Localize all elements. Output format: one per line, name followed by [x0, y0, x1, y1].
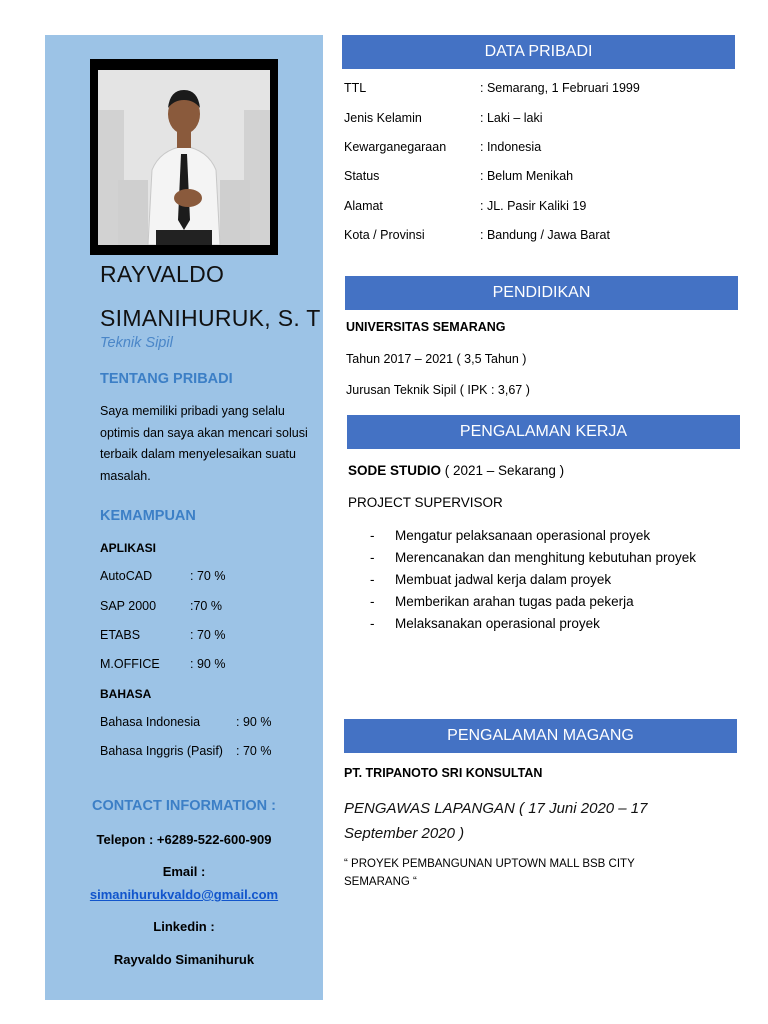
skill-value: : 70 %: [190, 628, 226, 642]
education-major: Jurusan Teknik Sipil ( IPK : 3,67 ): [346, 383, 530, 397]
personal-row: [344, 228, 610, 242]
personal-value: : Bandung / Jawa Barat: [480, 228, 610, 242]
sidebar: [45, 35, 323, 1000]
email-label: Email :: [162, 864, 206, 879]
list-item: - Membuat jadwal kerja dalam proyek: [370, 569, 700, 591]
profile-photo-frame: [90, 59, 278, 255]
skill-value: :70 %: [190, 599, 222, 613]
skill-row: [100, 569, 225, 583]
personal-key: Status: [344, 169, 380, 183]
work-company-row: [348, 463, 564, 478]
internship-role: PENGAWAS LAPANGAN ( 17 Juni 2020 – 17 September 2020 ): [344, 800, 648, 842]
education-school: UNIVERSITAS SEMARANG: [346, 320, 506, 334]
education-years: Tahun 2017 – 2021 ( 3,5 Tahun ): [346, 352, 527, 366]
personal-row: [344, 199, 586, 213]
personal-value: : Semarang, 1 Februari 1999: [480, 81, 640, 95]
language-value: : 70 %: [236, 744, 272, 758]
skill-row: [100, 599, 222, 613]
personal-value: : Laki – laki: [480, 111, 543, 125]
personal-row: [344, 111, 543, 125]
work-duties-list: [370, 525, 700, 635]
personal-value: : JL. Pasir Kaliki 19: [480, 199, 587, 213]
skill-value: : 70 %: [190, 569, 226, 583]
about-heading: TENTANG PRIBADI: [100, 371, 233, 387]
personal-data-heading: DATA PRIBADI: [342, 35, 735, 69]
language-row: [100, 715, 271, 729]
apps-heading: APLIKASI: [100, 541, 157, 555]
about-text: Saya memiliki pribadi yang selalu optimis dan saya akan mencari solusi terbaik dalam menyelesaikan suatu masalah.: [100, 404, 308, 483]
skill-value: : 90 %: [190, 657, 226, 671]
personal-row: [344, 140, 541, 154]
personal-row: [344, 81, 640, 95]
skill-name: ETABS: [100, 628, 141, 642]
work-period: ( 2021 – Sekarang ): [441, 463, 565, 478]
work-heading: PENGALAMAN KERJA: [347, 415, 740, 449]
name-line-1: RAYVALDO: [100, 261, 225, 287]
personal-key: Kewarganegaraan: [344, 140, 447, 154]
email-link[interactable]: simanihurukvaldo@gmail.com: [89, 887, 279, 902]
phone-number: Telepon : +6289-522-600-909: [96, 832, 272, 847]
work-company: SODE STUDIO: [348, 463, 442, 478]
language-row: [100, 744, 271, 758]
skill-row: [100, 657, 225, 671]
job-title: Teknik Sipil: [100, 335, 173, 351]
personal-value: : Indonesia: [480, 140, 542, 154]
personal-value: : Belum Menikah: [480, 169, 574, 183]
skill-name: SAP 2000: [100, 599, 157, 613]
skill-row: [100, 628, 225, 642]
list-item: - Merencanakan dan menghitung kebutuhan proyek: [370, 547, 700, 569]
personal-key: Jenis Kelamin: [344, 111, 422, 125]
personal-key: Kota / Provinsi: [344, 228, 425, 242]
internship-project: “ PROYEK PEMBANGUNAN UPTOWN MALL BSB CITY SEMARANG “: [344, 858, 635, 888]
person-portrait-icon: [98, 70, 270, 245]
work-role: PROJECT SUPERVISOR: [348, 495, 503, 510]
list-item: - Memberikan arahan tugas pada pekerja: [370, 591, 700, 613]
language-name: Bahasa Inggris (Pasif): [100, 744, 223, 758]
list-item: - Mengatur pelaksanaan operasional proyek: [370, 525, 700, 547]
internship-heading: PENGALAMAN MAGANG: [344, 719, 737, 753]
skill-name: AutoCAD: [100, 569, 153, 583]
list-item: - Melaksanakan operasional proyek: [370, 613, 700, 635]
profile-photo: [98, 70, 270, 245]
internship-company: PT. TRIPANOTO SRI KONSULTAN: [344, 766, 543, 780]
name-line-2: SIMANIHURUK, S. T: [100, 305, 321, 331]
language-value: : 90 %: [236, 715, 272, 729]
linkedin-name: Rayvaldo Simanihuruk: [113, 952, 255, 967]
personal-key: TTL: [344, 81, 367, 95]
personal-row: [344, 169, 573, 183]
skills-heading: KEMAMPUAN: [100, 508, 196, 524]
email-row: [45, 887, 323, 902]
personal-key: Alamat: [344, 199, 383, 213]
language-name: Bahasa Indonesia: [100, 715, 201, 729]
skill-name: M.OFFICE: [100, 657, 160, 671]
language-heading: BAHASA: [100, 687, 152, 701]
contact-heading: CONTACT INFORMATION :: [92, 798, 276, 814]
linkedin-label: Linkedin :: [153, 919, 215, 934]
education-heading: PENDIDIKAN: [345, 276, 738, 310]
